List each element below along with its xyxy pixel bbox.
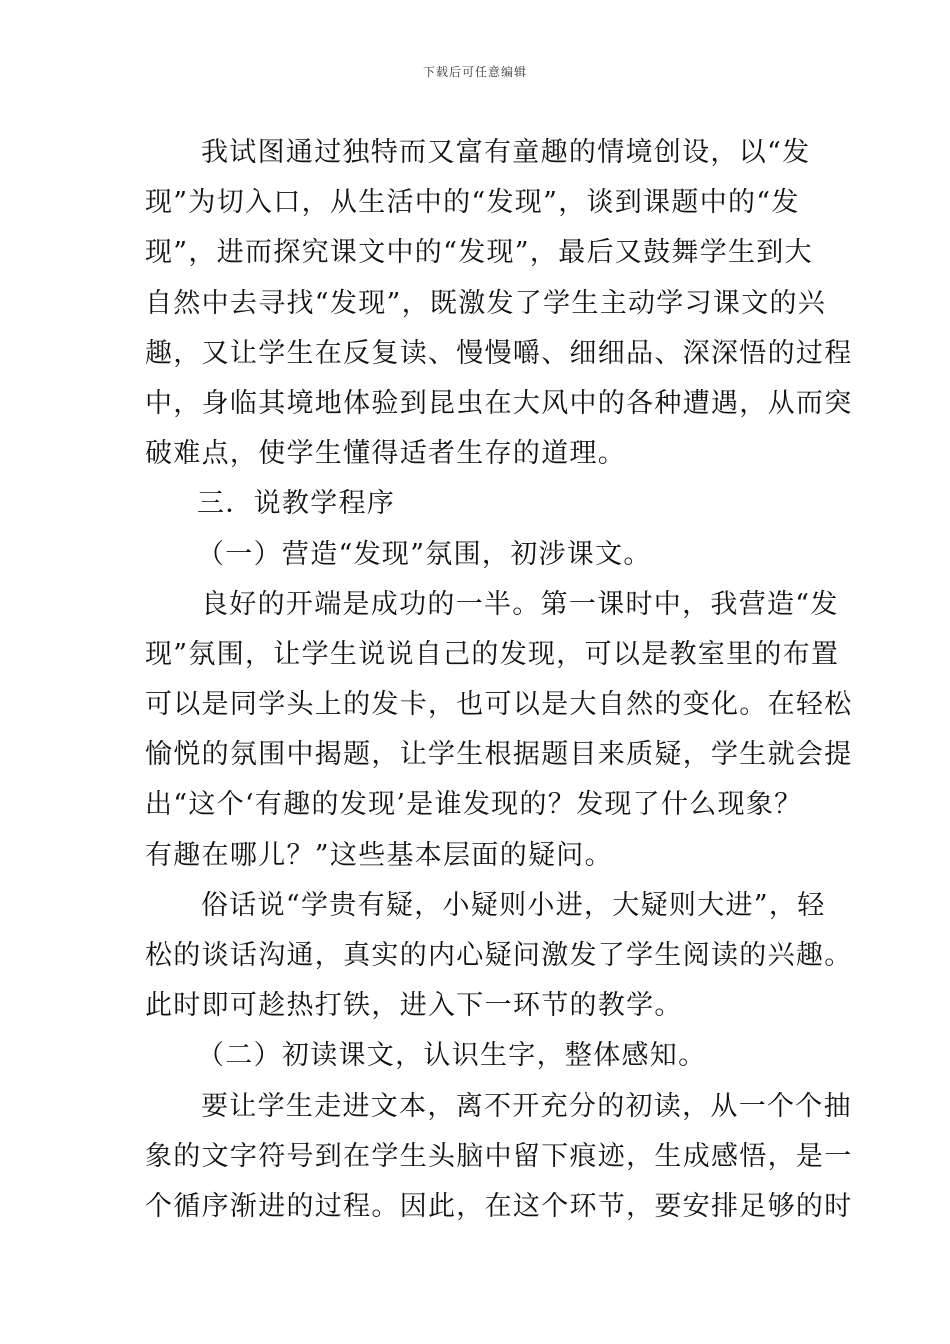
paragraph-line: 象的文字符号到在学生头脑中留下痕迹，生成感悟，是一: [145, 1140, 853, 1172]
subsection-heading: （二）初读课文，认识生字，整体感知。: [197, 1040, 707, 1072]
paragraph-line: 现”为切入口，从生活中的“发现”，谈到课题中的“发: [145, 187, 800, 219]
paragraph-line: 此时即可趁热打铁，进入下一环节的教学。: [145, 990, 683, 1022]
paragraph-line: 可以是同学头上的发卡，也可以是大自然的变化。在轻松: [145, 689, 853, 721]
paragraph-line: 出“这个‘有趣的发现’是谁发现的？发现了什么现象？: [145, 789, 803, 821]
paragraph-line: 松的谈话沟通，真实的内心疑问激发了学生阅读的兴趣。: [145, 940, 853, 971]
document-body: [145, 128, 853, 1232]
paragraph-line: 趣，又让学生在反复读、慢慢嚼、细细品、深深悟的过程: [145, 337, 853, 369]
paragraph-line: 愉悦的氛围中揭题，让学生根据题目来质疑，学生就会提: [145, 739, 853, 771]
paragraph-line: 良好的开端是成功的一半。第一课时中，我营造“发: [201, 588, 839, 620]
paragraph-line: 俗话说“学贵有疑，小疑则小进，大疑则大进”，轻: [201, 889, 826, 921]
paragraph-line: 中，身临其境地体验到昆虫在大风中的各种遭遇，从而突: [145, 387, 853, 419]
paragraph-line: 自然中去寻找“发现”，既激发了学生主动学习课文的兴: [145, 287, 827, 319]
paragraph-line: 要让学生走进文本，离不开充分的初读，从一个个抽: [201, 1090, 852, 1122]
page-header: 下载后可任意编辑: [422, 65, 527, 79]
paragraph-line: 现”氛围，让学生说说自己的发现，可以是教室里的布置: [145, 638, 840, 670]
paragraph-line: 个循序渐进的过程。因此，在这个环节，要安排足够的时: [145, 1190, 853, 1222]
paragraph-line: 现”，进而探究课文中的“发现”，最后又鼓舞学生到大: [145, 237, 813, 269]
paragraph-line: 有趣在哪儿？”这些基本层面的疑问。: [145, 839, 613, 871]
paragraph-line: 我试图通过独特而又富有童趣的情境创设，以“发: [201, 137, 811, 168]
subsection-heading: （一）营造“发现”氛围，初涉课文。: [197, 538, 652, 570]
section-heading: 三．说教学程序: [197, 488, 396, 520]
paragraph-line: 破难点，使学生懂得适者生存的道理。: [145, 438, 627, 470]
